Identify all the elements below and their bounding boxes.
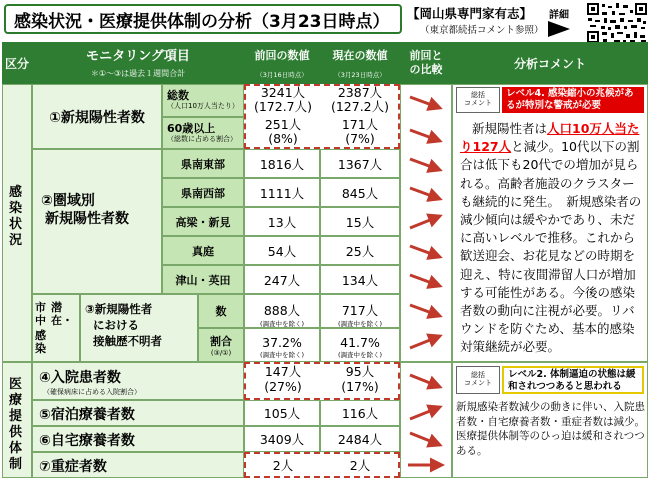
level-badge-infection: レベル4. 感染縮小の兆候があるが特別な警戒が必要 — [502, 87, 644, 113]
row1-sub2-label: 60歳以上 — [167, 122, 216, 135]
row4-curr-rate: (17%) — [341, 379, 379, 394]
sogo-label-4: コメント — [464, 379, 492, 388]
trend-up-arrow-icon — [410, 407, 440, 419]
row7-label: ⑦重症者数 — [32, 452, 244, 478]
row3-sub2-prev-value: 37.2% — [262, 335, 302, 350]
row1-sub2-prev-rate: (8%) — [268, 131, 298, 146]
row2-area-4-prev: 54人 — [244, 236, 320, 265]
row2-label-line1: ②圏域別 — [41, 193, 95, 209]
row1-sub2-curr-rate: (7%) — [345, 131, 375, 146]
col-items — [32, 42, 244, 84]
row1-sub1-note: （人口10万人当たり） — [167, 102, 239, 110]
col-prev — [244, 42, 320, 84]
trend-down-arrow-icon — [410, 188, 440, 199]
row2-label-line2: 新規陽性者数 — [45, 211, 129, 227]
row6-prev: 3409人 — [244, 426, 320, 452]
row3-sub1-curr-note: (調査中を除く) — [337, 320, 383, 328]
row2-area-5-curr: 134人 — [320, 265, 400, 294]
row5-prev: 105人 — [244, 400, 320, 426]
row5-curr: 116人 — [320, 400, 400, 426]
section-infection-label: 感染状況 — [9, 185, 23, 248]
row2-area-3-curr: 15人 — [320, 207, 400, 236]
arrow-right-icon — [548, 21, 570, 37]
row1-sub2-curr — [322, 118, 398, 148]
row7-curr: 2人 — [349, 458, 371, 473]
row3-side — [32, 294, 80, 362]
row3-sub2-prev — [244, 328, 320, 362]
row1-sub1-label: 総数 — [167, 89, 189, 102]
row2-area-4: 真庭 — [162, 236, 244, 265]
row2-area-2: 県南西部 — [162, 178, 244, 207]
row2-area-1-curr: 1367人 — [320, 149, 400, 178]
row3-sub2-curr-note: (調査中を除く) — [337, 351, 383, 359]
comment-infection-text-1: 新規陽性者は — [472, 121, 548, 136]
col-curr-date: （3月23日時点） — [334, 70, 386, 79]
row3-side-2: 潜在・ — [51, 301, 73, 327]
trend-down-arrow-icon — [410, 375, 440, 387]
row4-curr — [322, 364, 398, 398]
trend-down-arrow-icon — [410, 275, 440, 286]
qr-code-icon[interactable] — [586, 2, 648, 44]
row1-sub2 — [162, 117, 244, 149]
row1-sub1-prev — [246, 86, 320, 117]
trend-arrows — [400, 84, 452, 362]
credit: 【岡山県専門家有志】 — [407, 6, 533, 21]
page-title: 感染状況・医療提供体制の分析（3月23日時点） — [4, 4, 402, 34]
trend-down-arrow-icon — [410, 130, 440, 141]
row3-sub2-curr-value: 41.7% — [340, 335, 380, 350]
row2-label — [32, 149, 162, 294]
comment-medical-text: 新規感染者数減少の動きに伴い、入院患者数・自宅療養者数・重症者数は減少。医療提供体制等のひっ迫は緩和されつつある。 — [456, 401, 645, 457]
row1-sub1-prev-rate: (172.7人) — [253, 99, 313, 114]
row2-area-3-prev: 13人 — [244, 207, 320, 236]
trend-down-arrow-icon — [410, 433, 440, 445]
row3-sub1-prev-note: (調査中を除く) — [259, 320, 305, 328]
level-badge-medical: レベル2. 体制逼迫の状態は緩和されつつあると思われる — [502, 366, 644, 394]
col-prev-title: 前回の数値 — [254, 49, 310, 62]
col-curr — [320, 42, 400, 84]
row3-label-1: ③新規陽性者 — [85, 302, 153, 316]
col-prev-date: （3月16日時点） — [256, 70, 308, 79]
row3-sub1-prev — [244, 294, 320, 328]
section-medical-label: 医療提供体制 — [9, 377, 23, 472]
comment-infection-highlight: 人口10万人当たり127人 — [460, 121, 640, 155]
trend-up-arrow-icon — [410, 216, 440, 228]
row6-label: ⑥自宅療養者数 — [32, 426, 244, 452]
row2-area-1: 県南東部 — [162, 149, 244, 178]
row3-label-2: における — [93, 318, 139, 332]
row4-prev — [246, 364, 320, 398]
row4-note: （確保病床に占める入院割合） — [43, 388, 141, 396]
row3-sub1-prev-value: 888人 — [263, 303, 301, 318]
row3-sub2-prev-note: (調査中を除く) — [259, 351, 305, 359]
comment-infection-text-2: と減少。10代以下の割合は低下も20代での増加が見られる。高齢者施設のクラスターも継続的に発生。 新規感染者の減少傾向は緩やかであり、未だに高いレベルで推移。これから歓送迎会、お花見などの時期を迎え、特に夜間滞留人口が増加する可能性がある。今後の感染者数の動向に注視が必要。リバウンドを防ぐため、基本的感染対策継続が必要。 — [460, 139, 642, 355]
row1-sub2-prev-value: 251人 — [264, 117, 302, 132]
row3-side-1: 市中 — [35, 301, 46, 327]
row7-prev: 2人 — [272, 458, 294, 473]
row1-sub2-note: （総数に占める割合） — [167, 135, 237, 143]
row4-label-text: ④入院患者数 — [39, 370, 121, 386]
trend-arrows-medical — [400, 362, 452, 478]
row3-sub2-curr — [320, 328, 400, 362]
comment-infection-text — [456, 120, 646, 357]
col-items-note: ＊①～③は過去１週間合計 — [90, 68, 186, 78]
row5-label: ⑤宿泊療養者数 — [32, 400, 244, 426]
row4-curr-value: 95人 — [345, 364, 375, 379]
comment-medical-sogo — [456, 366, 500, 394]
row1-label: ①新規陽性者数 — [32, 84, 162, 149]
section-medical — [2, 362, 32, 478]
comment-infection-sogo — [456, 87, 500, 113]
trend-down-arrow-icon — [410, 305, 440, 316]
col-curr-title: 現在の数値 — [332, 49, 388, 62]
sogo-label-3: 総括 — [471, 371, 485, 379]
sogo-label-1: 総括 — [471, 91, 485, 99]
row1-sub1-prev-value: 3241人 — [260, 85, 306, 100]
row4-prev-rate: (27%) — [264, 379, 302, 394]
row1-sub2-prev — [246, 118, 320, 148]
row2-area-2-prev: 1111人 — [244, 178, 320, 207]
row2-area-1-prev: 1816人 — [244, 149, 320, 178]
col-compare: 前回との比較 — [400, 42, 452, 84]
trend-down-arrow-icon — [410, 97, 440, 108]
row1-sub2-curr-value: 171人 — [341, 117, 379, 132]
trend-up-arrow-icon — [410, 336, 440, 348]
row1-sub1-curr-rate: (127.2人) — [330, 99, 390, 114]
row2-area-5-prev: 247人 — [244, 265, 320, 294]
row3-label — [80, 294, 198, 362]
row4-label — [32, 362, 244, 400]
row3-sub1-curr — [320, 294, 400, 328]
row3-label-3: 接触歴不明者 — [93, 334, 162, 348]
section-infection — [2, 84, 32, 362]
detail-label: 詳細 — [549, 10, 569, 21]
row3-side-3: 感染 — [35, 329, 46, 355]
trend-down-arrow-icon — [410, 246, 440, 257]
row3-sub2-label: 割合 — [210, 335, 232, 348]
trend-down-arrow-icon — [410, 159, 440, 170]
col-items-title: モニタリング項目 — [86, 48, 190, 64]
row2-area-3: 高梁・新見 — [162, 207, 244, 236]
col-category: 区分 — [2, 42, 32, 84]
col-analysis: 分析コメント — [452, 42, 648, 84]
credit-sub: （東京都続括コメント参照） — [420, 25, 544, 36]
row3-sub2 — [198, 328, 244, 362]
row3-sub1-curr-value: 717人 — [341, 303, 379, 318]
row1-sub1-curr-value: 2387人 — [337, 85, 383, 100]
row6-curr: 2484人 — [320, 426, 400, 452]
sogo-label-2: コメント — [464, 99, 492, 108]
row3-sub1: 数 — [198, 294, 244, 328]
row2-area-2-curr: 845人 — [320, 178, 400, 207]
row1-sub1 — [162, 84, 244, 117]
row1-sub1-curr — [322, 86, 398, 117]
row2-area-5: 津山・英田 — [162, 265, 244, 294]
row2-area-4-curr: 25人 — [320, 236, 400, 265]
row4-prev-value: 147人 — [264, 364, 302, 379]
row3-sub2-note: (③/①) — [210, 349, 232, 357]
